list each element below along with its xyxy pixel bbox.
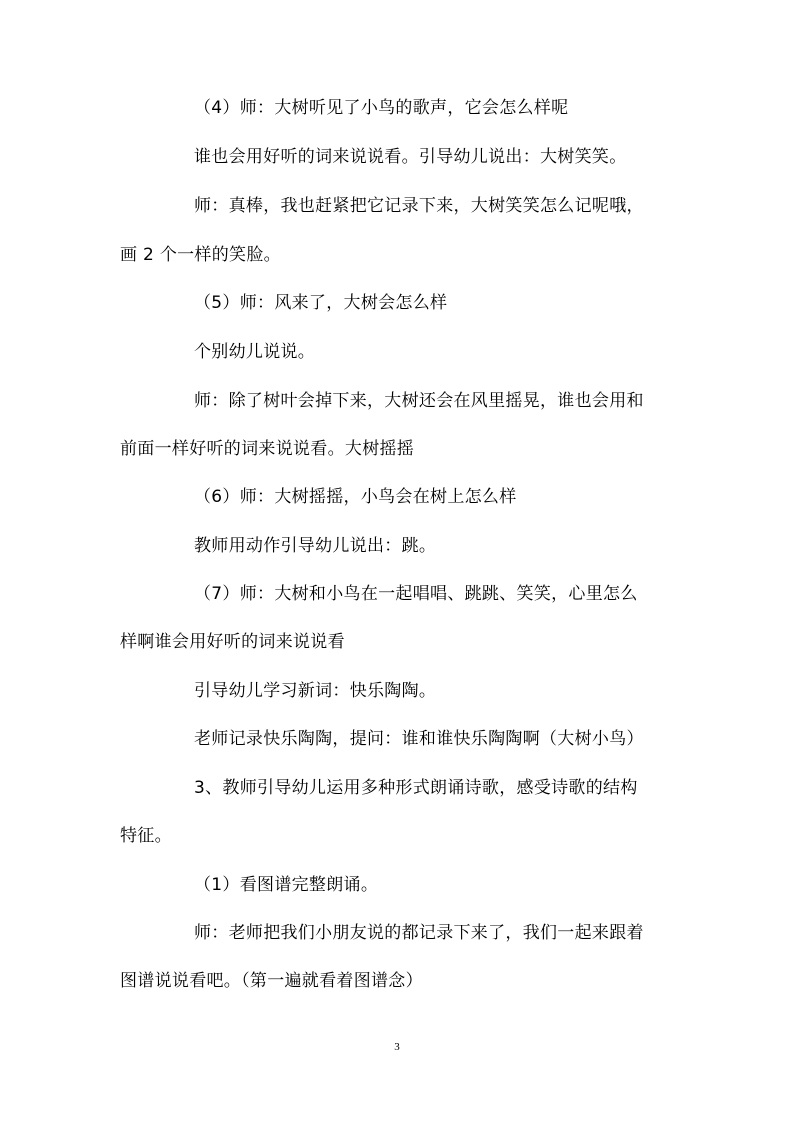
- paragraph-line: 个别幼儿说说。: [194, 342, 316, 362]
- paragraph-line: 师：真棒，我也赶紧把它记录下来，大树笑笑怎么记呢哦，: [194, 196, 644, 216]
- paragraph-line: （1）看图谱完整朗诵。: [194, 875, 379, 895]
- paragraph-line: 3、教师引导幼儿运用多种形式朗诵诗歌，感受诗歌的结构: [194, 778, 638, 798]
- paragraph-line: 特征。: [120, 826, 172, 846]
- paragraph-line: （4）师：大树听见了小鸟的歌声，它会怎么样呢: [194, 98, 569, 118]
- paragraph-line: 老师记录快乐陶陶，提问：谁和谁快乐陶陶啊（大树小鸟）: [194, 729, 644, 749]
- paragraph-line: 教师用动作引导幼儿说出：跳。: [194, 536, 437, 556]
- paragraph-line: （6）师：大树摇摇，小鸟会在树上怎么样: [194, 487, 517, 507]
- page-number: 3: [394, 1041, 400, 1053]
- paragraph-line: 师：老师把我们小朋友说的都记录下来了，我们一起来跟着: [194, 923, 644, 943]
- paragraph-line: 画 2 个一样的笑脸。: [120, 245, 281, 265]
- paragraph-line: 图谱说说看吧。（第一遍就看着图谱念）: [120, 971, 423, 991]
- paragraph-line: 师：除了树叶会掉下来，大树还会在风里摇晃，谁也会用和: [194, 391, 644, 411]
- paragraph-line: （5）师：风来了，大树会怎么样: [194, 293, 448, 313]
- paragraph-line: 引导幼儿学习新词：快乐陶陶。: [194, 681, 437, 701]
- paragraph-line: （7）师：大树和小鸟在一起唱唱、跳跳、笑笑，心里怎么: [194, 584, 638, 604]
- paragraph-line: 前面一样好听的词来说说看。大树摇摇: [120, 439, 415, 459]
- paragraph-line: 样啊谁会用好听的词来说说看: [120, 632, 345, 652]
- paragraph-line: 谁也会用好听的词来说说看。引导幼儿说出：大树笑笑。: [194, 147, 627, 167]
